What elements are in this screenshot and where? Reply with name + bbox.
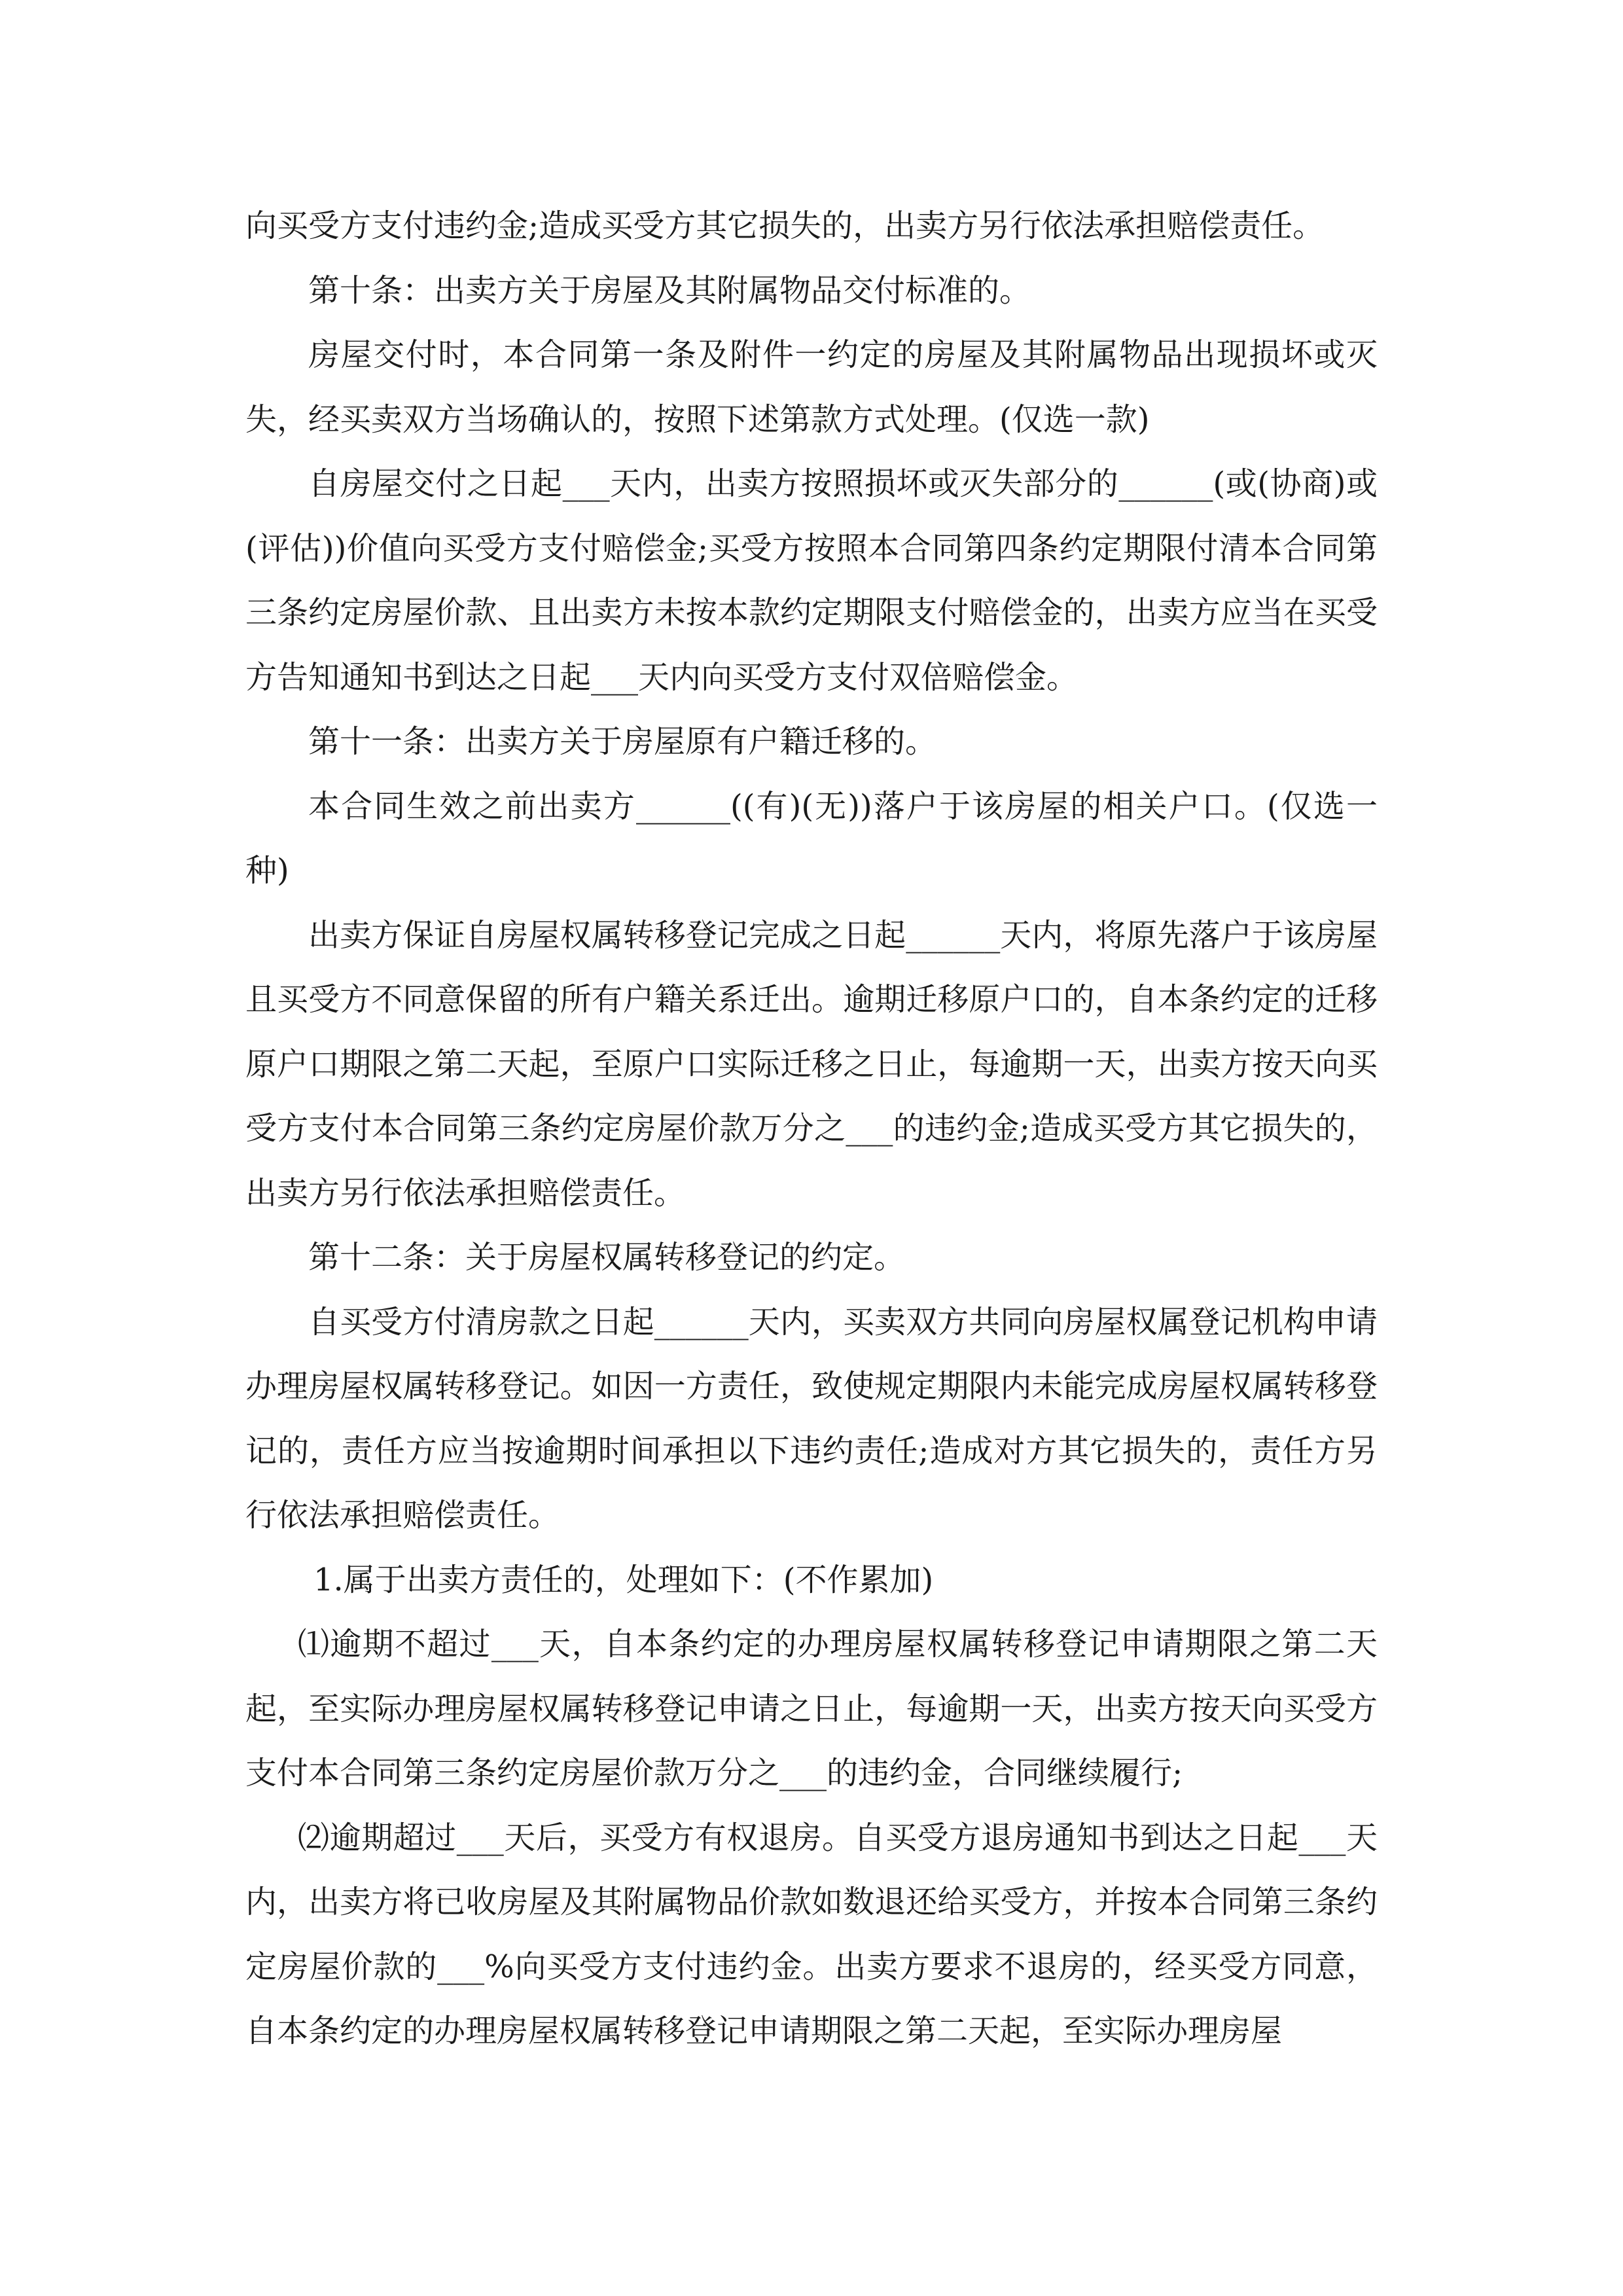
paragraph: 房屋交付时，本合同第一条及附件一约定的房屋及其附属物品出现损坏或灭失，经买卖双方当场确认的，按照下述第款方式处理。(仅选一款)	[245, 336, 1378, 438]
paragraph: 自房屋交付之日起___天内，出卖方按照损坏或灭失部分的______(或(协商)或(评估))价值向买受方支付赔偿金;买受方按照本合同第四条约定期限付清本合同第三条约定房屋价款、且出卖方未按本款约定期限支付赔偿金的，出卖方应当在买受方告知通知书到达之日起___天内向买受方支付双倍赔偿金。	[245, 465, 1378, 696]
paragraph-continuation: 向买受方支付违约金;造成买受方其它损失的，出卖方另行依法承担赔偿责任。	[245, 207, 1325, 244]
document-body	[245, 194, 1378, 2064]
sub-item: ⑴逾期不超过___天，自本条约定的办理房屋权属转移登记申请期限之第二天起，至实际办理房屋权属转移登记申请之日止，每逾期一天，出卖方按天向买受方支付本合同第三条约定房屋价款万分之___的违约金，合同继续履行;	[245, 1626, 1378, 1791]
article-11-heading: 第十一条：出卖方关于房屋原有户籍迁移的。	[308, 723, 937, 760]
paragraph: 自买受方付清房款之日起______天内，买卖双方共同向房屋权属登记机构申请办理房屋权属转移登记。如因一方责任，致使规定期限内未能完成房屋权属转移登记的，责任方应当按逾期时间承担以下违约责任;造成对方其它损失的，责任方另行依法承担赔偿责任。	[245, 1303, 1378, 1534]
article-12-heading: 第十二条：关于房屋权属转移登记的约定。	[308, 1239, 906, 1276]
sub-item: ⑵逾期超过___天后，买受方有权退房。自买受方退房通知书到达之日起___天内，出卖方将已收房屋及其附属物品价款如数退还给买受方，并按本合同第三条约定房屋价款的___%向买受方支付违约金。出卖方要求不退房的，经买受方同意，自本条约定的办理房屋权属转移登记申请期限之第二天起，至实际办理房屋	[245, 1819, 1378, 2049]
paragraph: 本合同生效之前出卖方______((有)(无))落户于该房屋的相关户口。(仅选一种)	[245, 787, 1378, 889]
paragraph: 出卖方保证自房屋权属转移登记完成之日起______天内，将原先落户于该房屋且买受方不同意保留的所有户籍关系迁出。逾期迁移原户口的，自本条约定的迁移原户口期限之第二天起，至原户口实际迁移之日止，每逾期一天，出卖方按天向买受方支付本合同第三条约定房屋价款万分之___的违约金;造成买受方其它损失的，出卖方另行依法承担赔偿责任。	[245, 916, 1378, 1211]
article-10-heading: 第十条：出卖方关于房屋及其附属物品交付标准的。	[308, 272, 1031, 309]
list-item-heading: 1.属于出卖方责任的，处理如下：(不作累加)	[313, 1561, 934, 1598]
